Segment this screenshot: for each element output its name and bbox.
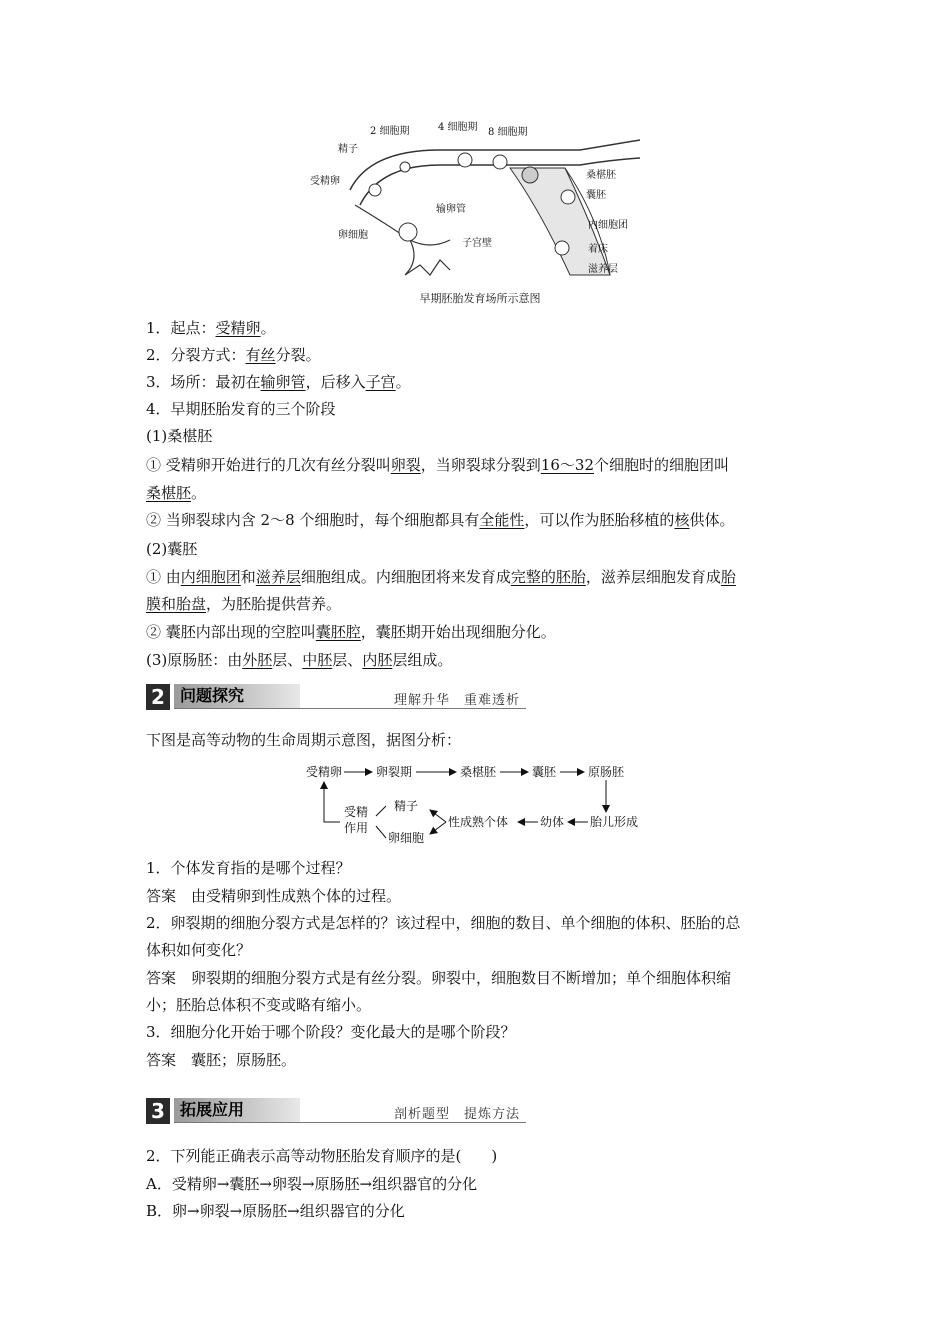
label-sperm: 精子 [338,144,358,155]
section-subtitle: 理解升华 重难透析 [393,693,520,708]
question-3: 3．细胞分化开始于哪个阶段？变化最大的是哪个阶段？ [146,1023,516,1041]
morula-cell [522,167,538,183]
question-2-line-1: 2．卵裂期的细胞分裂方式是怎样的？该过程中，细胞的数目、单个细胞的体积、胚胎的总 [146,914,741,932]
label-oviduct: 输卵管 [436,204,466,215]
text-line-9: (2)囊胚 [146,540,198,558]
label-eight-cell: 8 细胞期 [488,127,528,138]
text-line-6: ① 受精卵开始进行的几次有丝分裂叫卵裂，当卵裂球分裂到16～32个细胞时的细胞团叫 [146,456,730,474]
two-cell-stage [400,162,410,172]
flow-fertilization-2: 作用 [344,821,369,835]
text-line-11: 膜和胎盘，为胚胎提供营养。 [146,595,342,613]
oviduct-funnel [355,205,450,275]
section-title: 拓展应用 [174,1098,300,1122]
text-line-8: ② 当卵裂球内含 2～8 个细胞时，每个细胞都具有全能性，可以作为胚胎移植的核供体。 [146,511,735,529]
label-fertilized-egg: 受精卵 [310,176,340,187]
label-uterine-wall: 子宫壁 [462,238,492,249]
flow-fertilization-1: 受精 [344,805,369,819]
section-title: 问题探究 [174,684,300,708]
answer-3: 答案 囊胚；原肠胚。 [146,1051,297,1069]
exercise-option-a: A．受精卵→囊胚→卵裂→原肠胚→组织器官的分化 [146,1175,478,1193]
question-1: 1．个体发育指的是哪个过程？ [146,859,351,877]
section-header-2 [146,684,526,710]
section-rule [174,1122,526,1123]
question-2-line-2: 体积如何变化？ [146,941,252,959]
label-morula: 桑椹胚 [586,170,616,181]
label-blastocyst: 囊胚 [586,190,606,201]
flow-fetus: 胎儿形成 [590,815,639,829]
flow-adult: 性成熟个体 [448,815,509,829]
section-rule [174,708,526,709]
text-line-13: (3)原肠胚：由外胚层、中胚层、内胚层组成。 [146,651,453,669]
label-trophoblast: 滋养层 [588,264,618,275]
label-inner-cell-mass: 内细胞团 [588,220,628,231]
text-line-4: 4．早期胚胎发育的三个阶段 [146,400,336,418]
blastocyst-cell [561,190,575,204]
section-subtitle: 剖析题型 提炼方法 [393,1107,520,1122]
figure-caption: 早期胚胎发育场所示意图 [419,292,541,305]
text-line-1: 1．起点：受精卵。 [146,319,276,337]
eight-cell-stage [493,155,507,169]
label-two-cell: 2 细胞期 [370,126,410,137]
flow-blastocyst: 囊胚 [532,765,557,779]
flow-egg: 卵细胞 [388,831,425,845]
answer-2-line-2: 小；胚胎总体积不变或略有缩小。 [146,996,372,1014]
section-number: 3 [146,1098,170,1124]
exercise-option-b: B．卵→卵裂→原肠胚→组织器官的分化 [146,1202,405,1220]
text-line-3: 3．场所：最初在输卵管，后移入子宫。 [146,373,411,391]
label-implantation: 着床 [588,244,608,255]
section-number: 2 [146,684,170,710]
flow-fertilized-egg: 受精卵 [306,765,343,779]
label-egg-cell: 卵细胞 [338,230,368,241]
fertilized-egg-cell [369,184,381,196]
exercise-question: 2．下列能正确表示高等动物胚胎发育顺序的是( ) [146,1147,498,1165]
text-line-10: ① 由内细胞团和滋养层细胞组成。内细胞团将来发育成完整的胚胎，滋养层细胞发育成胎 [146,568,736,586]
answer-2-line-1: 答案 卵裂期的细胞分裂方式是有丝分裂。卵裂中，细胞数目不断增加；单个细胞体积缩 [146,969,732,987]
text-line-2: 2．分裂方式：有丝分裂。 [146,346,321,364]
flow-sperm: 精子 [394,799,419,813]
implanted-embryo [555,241,569,255]
label-four-cell: 4 细胞期 [438,122,478,133]
embryo-development-diagram [310,120,650,280]
intro-line: 下图是高等动物的生命周期示意图，据图分析： [146,731,462,749]
four-cell-stage [458,153,472,167]
flow-gastrula: 原肠胚 [588,765,625,779]
flow-morula: 桑椹胚 [460,765,497,779]
answer-1: 答案 由受精卵到性成熟个体的过程。 [146,887,402,905]
life-cycle-flow-diagram [300,760,660,850]
egg-cell [399,223,417,241]
section-header-3 [146,1098,526,1124]
flow-juvenile: 幼体 [540,815,565,829]
text-line-5: (1)桑椹胚 [146,427,213,445]
text-line-12: ② 囊胚内部出现的空腔叫囊胚腔，囊胚期开始出现细胞分化。 [146,623,556,641]
text-line-7: 桑椹胚。 [146,484,207,502]
flow-cleavage: 卵裂期 [376,765,413,779]
